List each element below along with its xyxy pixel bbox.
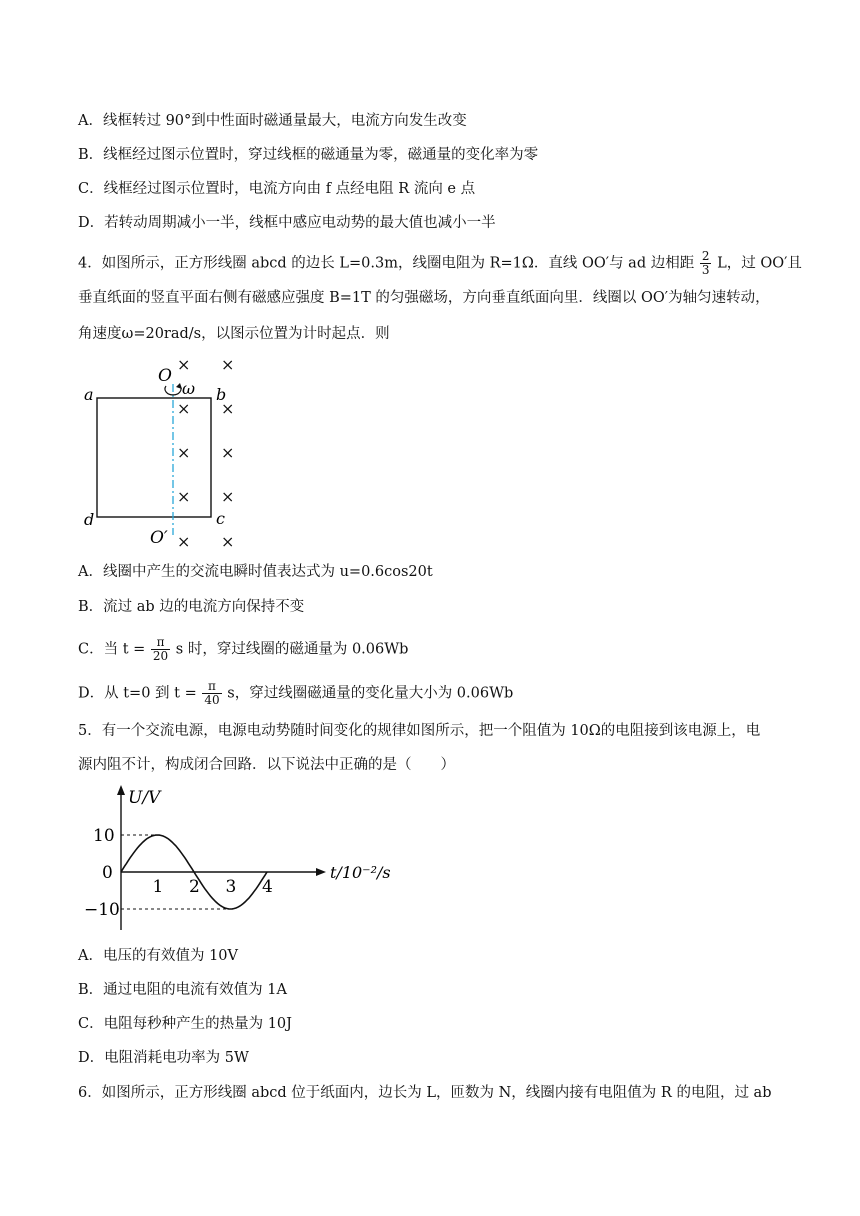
q4-option-a: A．线圈中产生的交流电瞬时值表达式为 u=0.6cos20t bbox=[78, 564, 433, 580]
q4-option-d bbox=[78, 680, 513, 707]
label-O: O bbox=[158, 366, 172, 386]
field-cross: × bbox=[221, 532, 235, 551]
x-tick-label: 4 bbox=[262, 877, 273, 897]
field-cross: × bbox=[177, 399, 191, 418]
field-cross: × bbox=[221, 487, 235, 506]
q4-stem-line3: 角速度ω=20rad/s，以图示位置为计时起点．则 bbox=[78, 326, 390, 342]
label-O-prime: O′ bbox=[150, 528, 168, 548]
x-tick-label: 2 bbox=[189, 877, 200, 897]
x-axis-arrow-icon bbox=[316, 868, 326, 876]
field-cross: × bbox=[177, 487, 191, 506]
label-omega: ω bbox=[182, 379, 196, 398]
voltage-time-chart bbox=[78, 780, 408, 935]
coil-figure bbox=[78, 350, 258, 560]
q4-option-d-text-b: s，穿过线圈磁通量的变化量大小为 0.06Wb bbox=[227, 685, 514, 702]
y-axis-label: U/V bbox=[128, 788, 161, 808]
field-cross: × bbox=[177, 532, 191, 551]
label-c: c bbox=[216, 509, 225, 528]
q3-option-d: D．若转动周期减小一半，线框中感应电动势的最大值也减小一半 bbox=[78, 215, 496, 231]
y-tick-label: 0 bbox=[102, 863, 113, 883]
fraction-denominator: 40 bbox=[204, 693, 220, 707]
q5-stem-line1: 5．有一个交流电源，电源电动势随时间变化的规律如图所示，把一个阻值为 10Ω的电阻接到该电源上，电 bbox=[78, 723, 761, 739]
label-b: b bbox=[216, 385, 227, 404]
q5-option-d: D．电阻消耗电功率为 5W bbox=[78, 1050, 249, 1066]
x-tick-label: 1 bbox=[152, 877, 164, 897]
q4-option-d-fraction bbox=[202, 680, 221, 707]
q4-stem-text-b: L，过 OO′且 bbox=[717, 255, 802, 272]
q4-option-d-text-a: D．从 t=0 到 t = bbox=[78, 685, 197, 702]
q6-stem-line1: 6．如图所示，正方形线圈 abcd 位于纸面内，边长为 L，匝数为 N，线圈内接有电阻值为 R 的电阻，过 ab bbox=[78, 1085, 772, 1101]
x-axis-label: t/10⁻²/s bbox=[330, 863, 391, 882]
fraction-numerator: π bbox=[151, 636, 170, 650]
coil-square bbox=[97, 398, 211, 517]
q5-option-a: A．电压的有效值为 10V bbox=[78, 948, 239, 964]
q4-option-b: B．流过 ab 边的电流方向保持不变 bbox=[78, 599, 305, 615]
q5-stem-line2: 源内阻不计，构成闭合回路．以下说法中正确的是（ ） bbox=[78, 757, 455, 773]
field-cross: × bbox=[221, 399, 235, 418]
q4-option-c bbox=[78, 636, 408, 663]
q4-stem-line1 bbox=[78, 250, 802, 277]
q3-option-b: B．线框经过图示位置时，穿过线框的磁通量为零，磁通量的变化率为零 bbox=[78, 147, 539, 163]
q5-option-c: C．电阻每秒种产生的热量为 10J bbox=[78, 1016, 292, 1032]
x-tick-label: 3 bbox=[225, 877, 237, 897]
q4-fraction-numerator: 2 bbox=[701, 249, 710, 263]
q4-stem-line2: 垂直纸面的竖直平面右侧有磁感应强度 B=1T 的匀强磁场，方向垂直纸面向里．线圈以 OO′为轴匀速转动， bbox=[78, 290, 770, 306]
y-axis-arrow-icon bbox=[117, 785, 125, 795]
y-tick-label: −10 bbox=[84, 900, 120, 920]
fraction-numerator: π bbox=[202, 680, 221, 694]
field-cross: × bbox=[221, 443, 235, 462]
q4-option-c-fraction bbox=[151, 636, 170, 663]
field-cross: × bbox=[177, 355, 191, 374]
label-a: a bbox=[84, 385, 94, 404]
q4-option-c-text-a: C．当 t = bbox=[78, 641, 146, 658]
q3-option-c: C．线框经过图示位置时，电流方向由 f 点经电阻 R 流向 e 点 bbox=[78, 181, 476, 197]
q4-option-c-text-b: s 时，穿过线圈的磁通量为 0.06Wb bbox=[175, 641, 409, 658]
fraction-denominator: 20 bbox=[152, 649, 169, 663]
q4-fraction bbox=[700, 250, 712, 277]
y-tick-label: 10 bbox=[93, 826, 115, 846]
field-cross: × bbox=[221, 355, 235, 374]
q4-fraction-denominator: 3 bbox=[701, 263, 710, 277]
field-cross: × bbox=[177, 443, 191, 462]
q4-stem-text-a: 4．如图所示，正方形线圈 abcd 的边长 L=0.3m，线圈电阻为 R=1Ω．直线 OO′与 ad 边相距 bbox=[78, 255, 695, 272]
q5-option-b: B．通过电阻的电流有效值为 1A bbox=[78, 982, 287, 998]
label-d: d bbox=[84, 510, 95, 529]
q3-option-a: A．线框转过 90°到中性面时磁通量最大，电流方向发生改变 bbox=[78, 113, 467, 129]
